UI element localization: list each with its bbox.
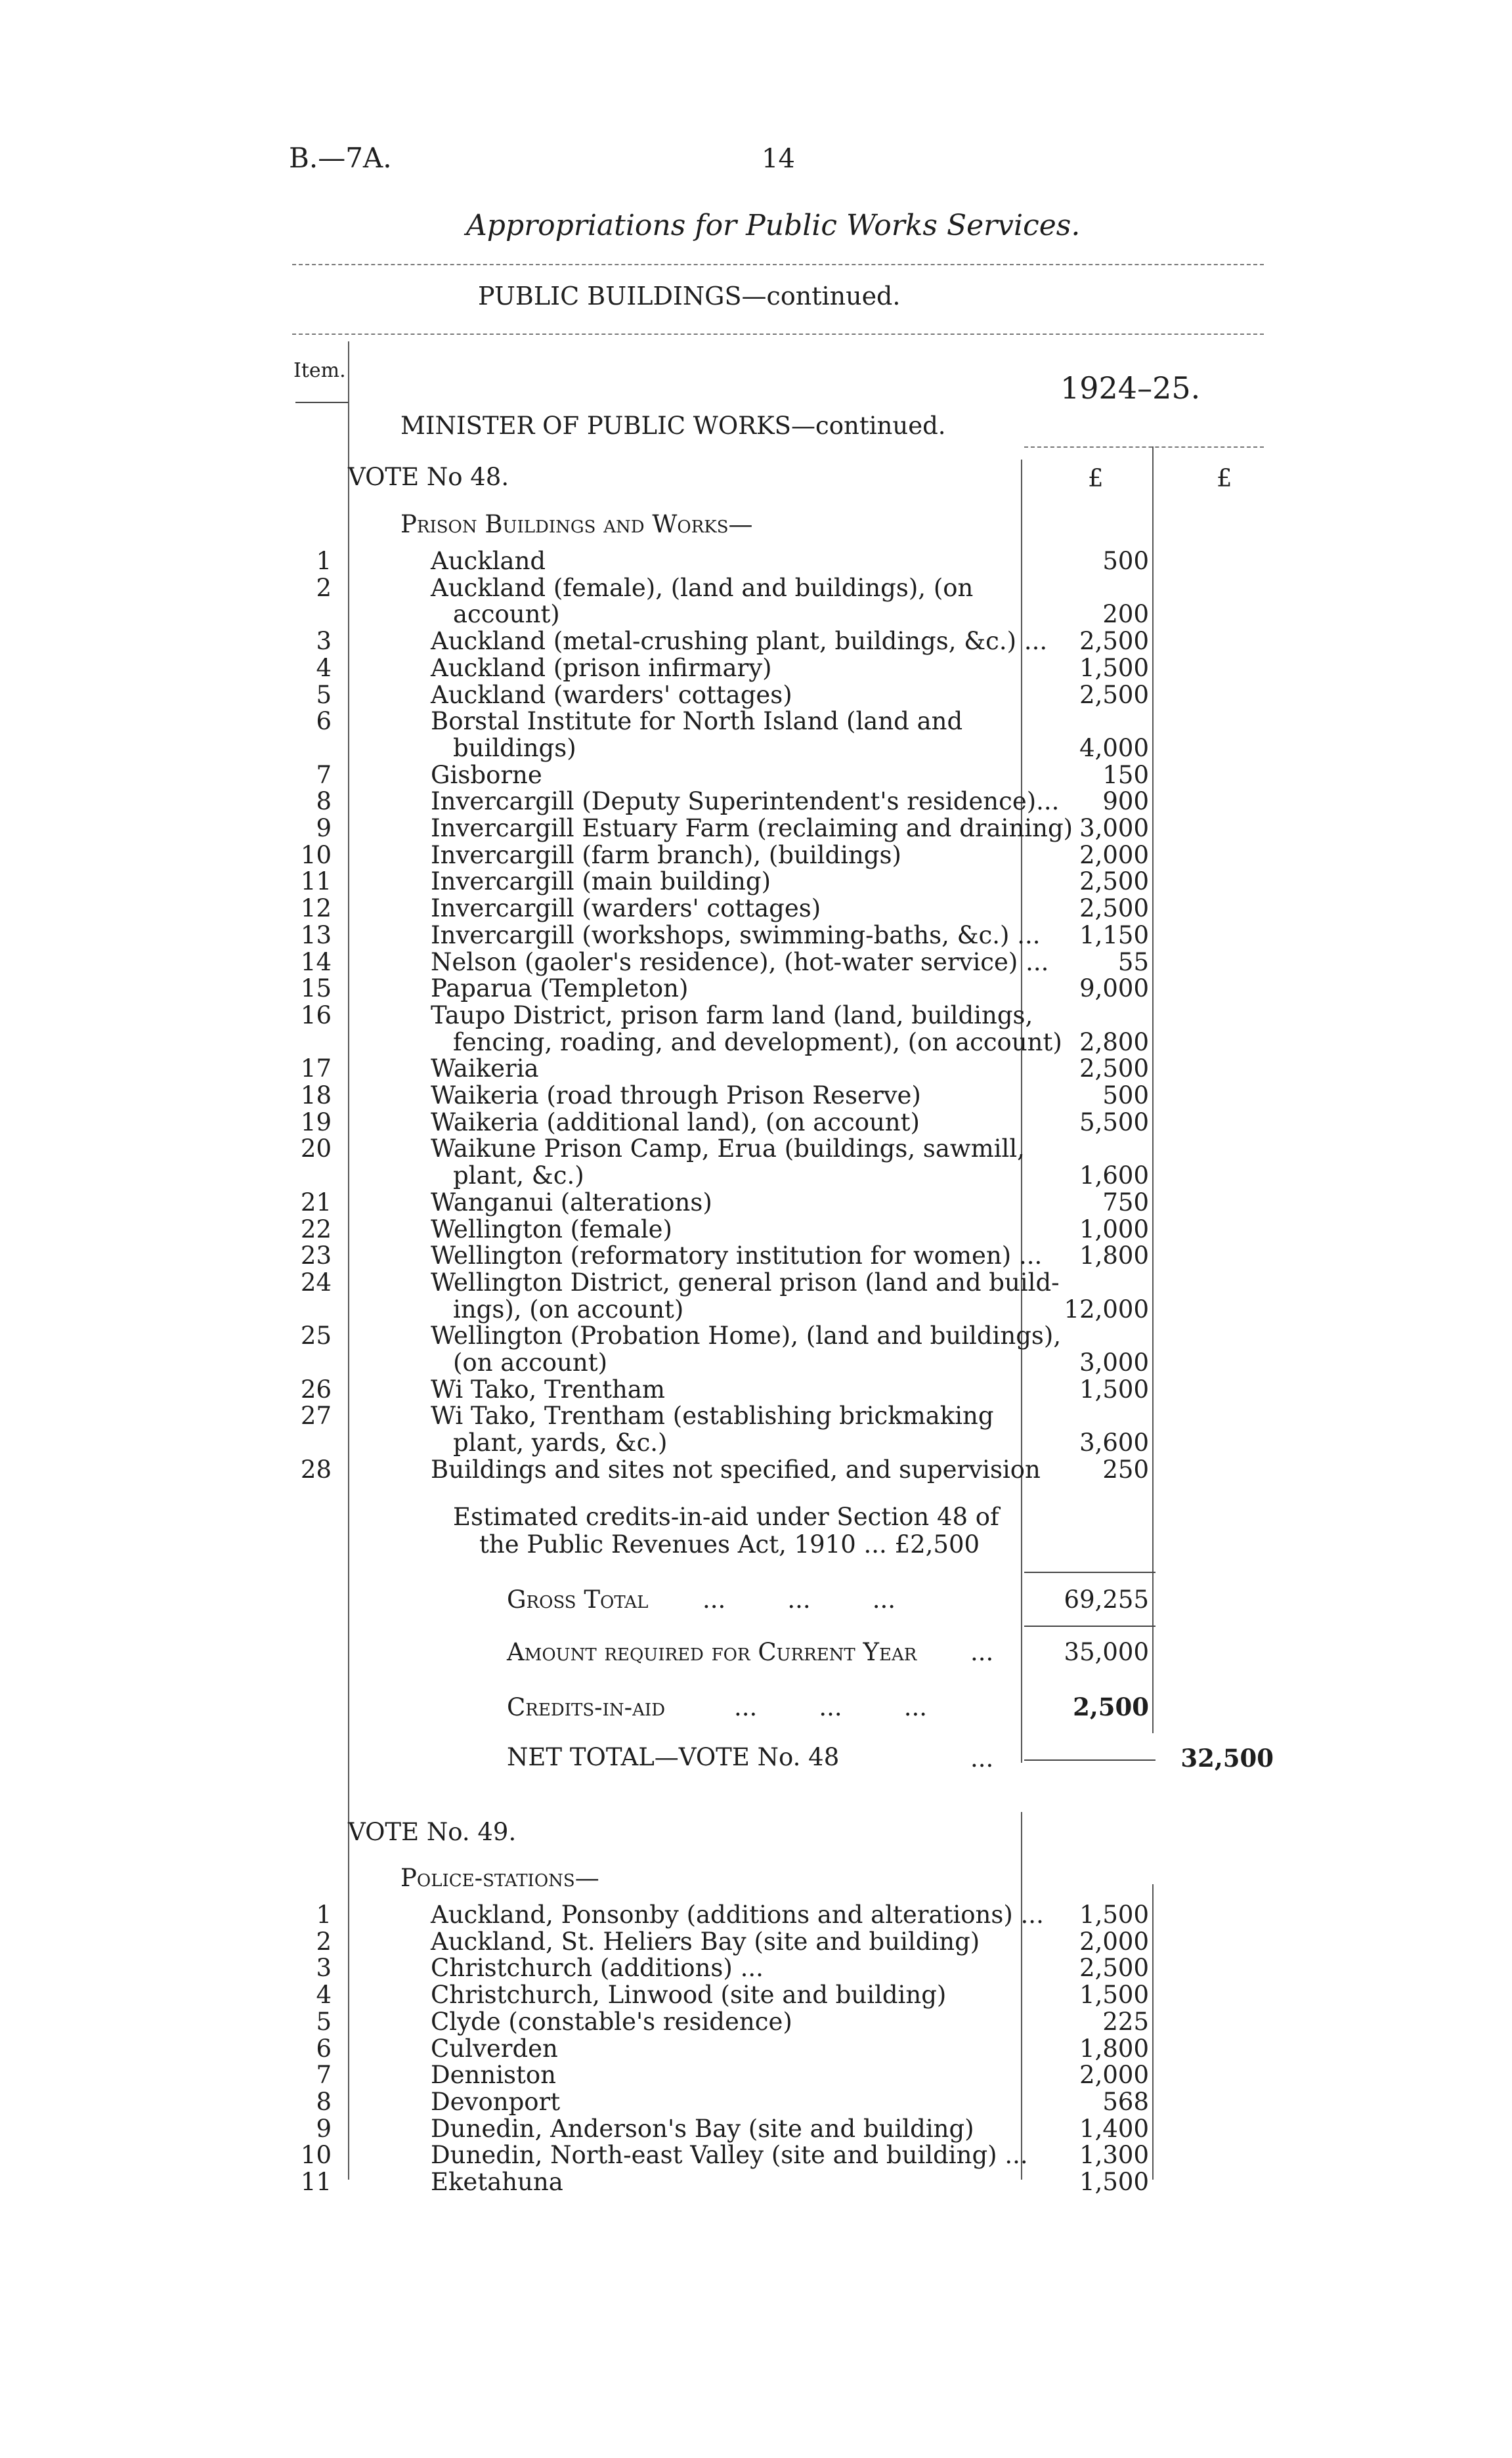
item-number: 27 bbox=[300, 1402, 332, 1431]
item-amount: 1,800 bbox=[1079, 2034, 1149, 2063]
item-description: Dunedin, Anderson's Bay (site and building) bbox=[431, 2114, 974, 2143]
item-number: 17 bbox=[300, 1054, 332, 1083]
item-description: Nelson (gaoler's residence), (hot-water service) ... bbox=[431, 947, 1049, 976]
item-description: plant, yards, &c.) bbox=[453, 1429, 668, 1457]
item-amount: 1,500 bbox=[1079, 1981, 1149, 2010]
item-description: Buildings and sites not specified, and supervision bbox=[431, 1455, 1041, 1484]
item-description: Invercargill (farm branch), (buildings) bbox=[431, 840, 901, 869]
item-number: 4 bbox=[316, 653, 332, 682]
item-description: Wellington (female) bbox=[431, 1215, 672, 1243]
item-number: 7 bbox=[316, 2061, 332, 2090]
item-amount: 2,000 bbox=[1079, 840, 1149, 869]
pound-sign: £ bbox=[1088, 464, 1104, 492]
title-rule bbox=[292, 264, 1264, 265]
item-amount: 2,500 bbox=[1079, 627, 1149, 656]
item-description: Dunedin, North-east Valley (site and building) ... bbox=[431, 2141, 1028, 2170]
item-amount: 250 bbox=[1102, 1455, 1149, 1484]
item-description: Auckland, St. Heliers Bay (site and building) bbox=[431, 1927, 980, 1956]
vote-48-title: VOTE No 48. bbox=[348, 463, 509, 491]
leader-dots: ... bbox=[970, 1744, 994, 1773]
year-header-rule bbox=[1024, 446, 1264, 448]
item-number: 2 bbox=[316, 1927, 332, 1956]
item-amount: 1,300 bbox=[1079, 2141, 1149, 2170]
page-number: 14 bbox=[762, 144, 795, 174]
item-description: fencing, roading, and development), (on account) bbox=[453, 1027, 1062, 1056]
item-amount: 1,500 bbox=[1079, 653, 1149, 682]
item-number: 3 bbox=[316, 627, 332, 656]
item-description: Invercargill (Deputy Superintendent's residence)... bbox=[431, 787, 1060, 816]
credits-note-line: the Public Revenues Act, 1910 ... £2,500 bbox=[479, 1530, 980, 1559]
item-number: 3 bbox=[316, 1954, 332, 1983]
item-number: 2 bbox=[316, 573, 332, 602]
item-amount: 2,800 bbox=[1079, 1027, 1149, 1056]
item-header-underline bbox=[295, 402, 348, 403]
item-description: Wi Tako, Trentham bbox=[431, 1375, 665, 1404]
leader-dots: ... ... ... bbox=[702, 1585, 896, 1614]
item-description: Paparua (Templeton) bbox=[431, 974, 689, 1003]
item-amount: 225 bbox=[1102, 2007, 1149, 2036]
page-title: Appropriations for Public Works Services. bbox=[466, 209, 1081, 242]
item-description: Waikune Prison Camp, Erua (buildings, sawmill, bbox=[431, 1134, 1025, 1163]
item-description: (on account) bbox=[453, 1348, 608, 1377]
item-number: 18 bbox=[300, 1081, 332, 1110]
item-amount: 2,500 bbox=[1079, 1954, 1149, 1983]
year-column-header: 1924–25. bbox=[1060, 370, 1201, 406]
credits-in-aid-label: Credits-in-aid bbox=[507, 1693, 666, 1721]
gross-total-label: Gross Total bbox=[507, 1585, 649, 1614]
item-description: Invercargill (workshops, swimming-baths, &c.) ... bbox=[431, 920, 1041, 949]
amount-required-label: Amount required for Current Year bbox=[507, 1638, 917, 1666]
item-description: Invercargill (warders' cottages) bbox=[431, 894, 821, 923]
amount-right-rule-lower bbox=[1152, 1884, 1154, 2180]
net-total-value: 32,500 bbox=[1180, 1744, 1274, 1773]
item-number: 7 bbox=[316, 760, 332, 789]
item-amount: 12,000 bbox=[1064, 1295, 1149, 1324]
item-amount: 1,500 bbox=[1079, 2168, 1149, 2196]
minister-heading: MINISTER OF PUBLIC WORKS—continued. bbox=[400, 412, 946, 440]
item-description: Clyde (constable's residence) bbox=[431, 2007, 792, 2036]
item-description: Devonport bbox=[431, 2087, 561, 2116]
item-number: 5 bbox=[316, 2007, 332, 2036]
item-description: Wellington District, general prison (land and build- bbox=[431, 1268, 1060, 1297]
item-amount: 1,600 bbox=[1079, 1161, 1149, 1190]
item-number: 14 bbox=[300, 947, 332, 976]
item-number: 10 bbox=[300, 2141, 332, 2170]
item-amount: 568 bbox=[1102, 2087, 1149, 2116]
item-amount: 2,000 bbox=[1079, 2061, 1149, 2090]
item-description: Taupo District, prison farm land (land, buildings, bbox=[431, 1001, 1033, 1029]
item-description: account) bbox=[453, 600, 560, 629]
total-rule bbox=[1024, 1572, 1156, 1573]
item-amount: 1,500 bbox=[1079, 1901, 1149, 1929]
item-number: 11 bbox=[300, 867, 332, 896]
item-number: 24 bbox=[300, 1268, 332, 1297]
item-amount: 750 bbox=[1102, 1188, 1149, 1217]
item-description: Wi Tako, Trentham (establishing brickmaking bbox=[431, 1402, 994, 1431]
item-description: Christchurch, Linwood (site and building) bbox=[431, 1981, 947, 2010]
item-amount: 1,400 bbox=[1079, 2114, 1149, 2143]
vote-49-title: VOTE No. 49. bbox=[348, 1818, 517, 1846]
item-number: 6 bbox=[316, 2034, 332, 2063]
item-amount: 1,800 bbox=[1079, 1241, 1149, 1270]
leader-dots: ... bbox=[970, 1638, 994, 1666]
pound-sign: £ bbox=[1217, 464, 1232, 492]
item-amount: 3,000 bbox=[1079, 814, 1149, 842]
item-description: Gisborne bbox=[431, 760, 542, 789]
item-number: 8 bbox=[316, 787, 332, 816]
item-description: ings), (on account) bbox=[453, 1295, 684, 1324]
page-reference: B.—7A. bbox=[289, 142, 392, 174]
item-column-header: Item. bbox=[293, 359, 346, 382]
leader-dots: ... ... ... bbox=[734, 1693, 928, 1721]
vote-48-subhead: Prison Buildings and Works— bbox=[400, 510, 753, 538]
item-number: 21 bbox=[300, 1188, 332, 1217]
item-description: plant, &c.) bbox=[453, 1161, 584, 1190]
item-column-rule bbox=[348, 341, 349, 2180]
item-description: Eketahuna bbox=[431, 2168, 563, 2196]
item-number: 8 bbox=[316, 2087, 332, 2116]
credits-note-line: Estimated credits-in-aid under Section 48 of bbox=[453, 1503, 999, 1531]
item-description: Auckland, Ponsonby (additions and alterations) ... bbox=[431, 1901, 1044, 1929]
item-amount: 2,500 bbox=[1079, 894, 1149, 923]
section-rule bbox=[292, 334, 1264, 335]
item-description: Waikeria (additional land), (on account) bbox=[431, 1108, 920, 1136]
net-total-label: NET TOTAL—VOTE No. 48 bbox=[507, 1743, 840, 1771]
item-amount: 900 bbox=[1102, 787, 1149, 816]
item-description: Auckland (warders' cottages) bbox=[431, 680, 792, 709]
item-amount: 1,000 bbox=[1079, 1215, 1149, 1243]
item-number: 6 bbox=[316, 707, 332, 736]
gross-total-value: 69,255 bbox=[1064, 1585, 1149, 1614]
item-amount: 2,500 bbox=[1079, 1054, 1149, 1083]
item-number: 9 bbox=[316, 814, 332, 842]
item-description: Christchurch (additions) ... bbox=[431, 1954, 764, 1983]
item-description: Wellington (Probation Home), (land and buildings), bbox=[431, 1322, 1062, 1350]
item-description: Denniston bbox=[431, 2061, 557, 2090]
item-number: 22 bbox=[300, 1215, 332, 1243]
amount-required-value: 35,000 bbox=[1064, 1638, 1149, 1666]
item-number: 11 bbox=[300, 2168, 332, 2196]
vote-49-subhead: Police-stations— bbox=[400, 1864, 599, 1892]
item-amount: 150 bbox=[1102, 760, 1149, 789]
item-number: 9 bbox=[316, 2114, 332, 2143]
item-description: Waikeria (road through Prison Reserve) bbox=[431, 1081, 921, 1110]
item-amount: 2,500 bbox=[1079, 867, 1149, 896]
item-amount: 3,000 bbox=[1079, 1348, 1149, 1377]
item-description: buildings) bbox=[453, 733, 576, 762]
item-amount: 1,500 bbox=[1079, 1375, 1149, 1404]
item-number: 13 bbox=[300, 920, 332, 949]
item-description: Invercargill Estuary Farm (reclaiming and draining) bbox=[431, 814, 1073, 842]
item-number: 1 bbox=[316, 1901, 332, 1929]
item-description: Invercargill (main building) bbox=[431, 867, 771, 896]
item-description: Wellington (reformatory institution for women) ... bbox=[431, 1241, 1043, 1270]
net-total-rule bbox=[1024, 1759, 1156, 1761]
item-amount: 55 bbox=[1117, 947, 1149, 976]
item-amount: 5,500 bbox=[1079, 1108, 1149, 1136]
credits-in-aid-value: 2,500 bbox=[1073, 1693, 1149, 1721]
item-amount: 200 bbox=[1102, 600, 1149, 629]
item-number: 20 bbox=[300, 1134, 332, 1163]
item-number: 19 bbox=[300, 1108, 332, 1136]
item-description: Waikeria bbox=[431, 1054, 539, 1083]
item-number: 10 bbox=[300, 840, 332, 869]
item-number: 16 bbox=[300, 1001, 332, 1029]
section-heading: PUBLIC BUILDINGS—continued. bbox=[478, 282, 901, 311]
amount-right-rule bbox=[1152, 446, 1154, 1733]
item-description: Auckland (prison infirmary) bbox=[431, 653, 772, 682]
item-amount: 500 bbox=[1102, 1081, 1149, 1110]
item-amount: 2,500 bbox=[1079, 680, 1149, 709]
item-number: 4 bbox=[316, 1981, 332, 2010]
item-amount: 2,000 bbox=[1079, 1927, 1149, 1956]
item-description: Culverden bbox=[431, 2034, 558, 2063]
total-rule bbox=[1024, 1626, 1156, 1627]
item-number: 26 bbox=[300, 1375, 332, 1404]
item-number: 25 bbox=[300, 1322, 332, 1350]
item-description: Auckland (female), (land and buildings), (on bbox=[431, 573, 974, 602]
item-amount: 3,600 bbox=[1079, 1429, 1149, 1457]
item-number: 23 bbox=[300, 1241, 332, 1270]
amount-left-rule-lower bbox=[1021, 1812, 1022, 2180]
item-number: 15 bbox=[300, 974, 332, 1003]
item-description: Wanganui (alterations) bbox=[431, 1188, 712, 1217]
item-number: 5 bbox=[316, 680, 332, 709]
item-number: 1 bbox=[316, 547, 332, 575]
item-number: 28 bbox=[300, 1455, 332, 1484]
item-amount: 4,000 bbox=[1079, 733, 1149, 762]
item-amount: 1,150 bbox=[1079, 920, 1149, 949]
item-amount: 9,000 bbox=[1079, 974, 1149, 1003]
item-number: 12 bbox=[300, 894, 332, 923]
item-description: Auckland bbox=[431, 547, 546, 575]
item-description: Auckland (metal-crushing plant, buildings, &c.) ... bbox=[431, 627, 1048, 656]
item-amount: 500 bbox=[1102, 547, 1149, 575]
item-description: Borstal Institute for North Island (land and bbox=[431, 707, 963, 736]
